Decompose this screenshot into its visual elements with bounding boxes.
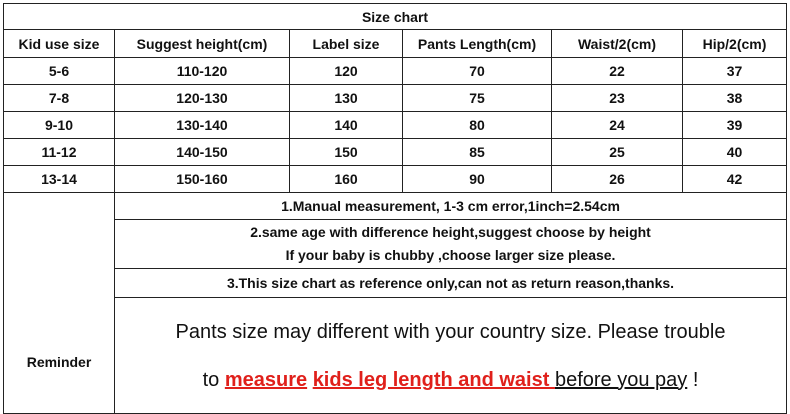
table-cell: 11-12 <box>4 139 115 166</box>
table-cell: 110-120 <box>115 58 290 85</box>
table-cell: 130-140 <box>115 112 290 139</box>
reminder-note-2 <box>115 220 787 269</box>
table-cell: 120-130 <box>115 85 290 112</box>
table-cell: 150-160 <box>115 166 290 193</box>
table-cell: 25 <box>552 139 683 166</box>
table-row <box>4 58 787 85</box>
table-row <box>4 139 787 166</box>
table-row <box>4 166 787 193</box>
column-header: Hip/2(cm) <box>683 30 787 58</box>
table-cell: 130 <box>290 85 403 112</box>
column-header: Kid use size <box>4 30 115 58</box>
table-cell: 7-8 <box>4 85 115 112</box>
column-header: Label size <box>290 30 403 58</box>
table-cell: 24 <box>552 112 683 139</box>
measure-warning <box>115 298 787 414</box>
table-cell: 40 <box>683 139 787 166</box>
reminder-note-2-line-1: 2.same age with difference height,suggest choose by height <box>250 224 651 240</box>
table-cell: 22 <box>552 58 683 85</box>
table-cell: 42 <box>683 166 787 193</box>
table-row <box>4 112 787 139</box>
warning-measure: measure <box>224 368 308 391</box>
warning-line-2 <box>115 356 786 404</box>
reminder-note-2-line-2: If your baby is chubby ,choose larger size please. <box>285 247 616 263</box>
table-cell: 85 <box>403 139 552 166</box>
warning-before-pay: before you pay <box>554 368 688 391</box>
table-cell: 80 <box>403 112 552 139</box>
table-row <box>4 85 787 112</box>
table-cell: 75 <box>403 85 552 112</box>
column-header: Pants Length(cm) <box>403 30 552 58</box>
header-row <box>4 30 787 58</box>
warning-exclamation: ! <box>692 368 699 391</box>
table-cell: 160 <box>290 166 403 193</box>
table-cell: 9-10 <box>4 112 115 139</box>
reminder-note-1: 1.Manual measurement, 1-3 cm error,1inch=2.54cm <box>115 193 787 220</box>
warning-line-1: Pants size may different with your country size. Please trouble <box>175 320 726 343</box>
table-cell: 39 <box>683 112 787 139</box>
table-cell: 150 <box>290 139 403 166</box>
table-cell: 140-150 <box>115 139 290 166</box>
reminder-note-3: 3.This size chart as reference only,can not as return reason,thanks. <box>115 269 787 298</box>
table-cell: 140 <box>290 112 403 139</box>
table-cell: 37 <box>683 58 787 85</box>
warning-leg-length: kids leg length and waist <box>312 368 555 391</box>
table-cell: 26 <box>552 166 683 193</box>
chart-title: Size chart <box>4 4 787 30</box>
table-cell: 38 <box>683 85 787 112</box>
table-cell: 13-14 <box>4 166 115 193</box>
column-header: Waist/2(cm) <box>552 30 683 58</box>
warning-to: to <box>202 368 225 391</box>
table-cell: 90 <box>403 166 552 193</box>
table-cell: 120 <box>290 58 403 85</box>
reminder-label: Reminder <box>4 193 115 414</box>
table-cell: 70 <box>403 58 552 85</box>
size-chart <box>3 3 786 405</box>
table-cell: 5-6 <box>4 58 115 85</box>
table-cell: 23 <box>552 85 683 112</box>
column-header: Suggest height(cm) <box>115 30 290 58</box>
size-chart-table <box>3 3 787 414</box>
